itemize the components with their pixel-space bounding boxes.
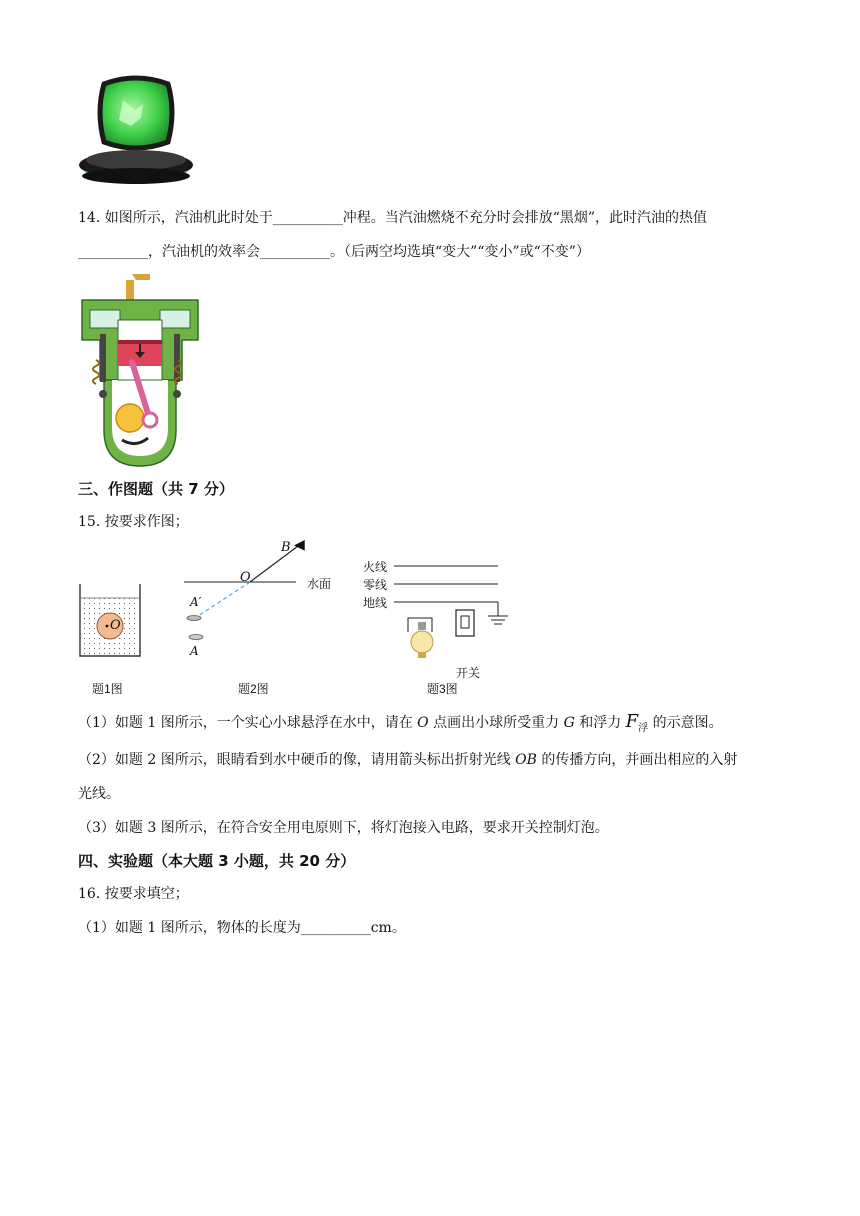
q16-part-1 xyxy=(78,918,406,938)
q15-part-2-cont: 光线。 xyxy=(78,786,120,802)
answer-blank[interactable]: __________ xyxy=(300,920,371,936)
q14-text: 如图所示，汽油机此时处于 xyxy=(104,210,273,226)
answer-blank[interactable]: __________ xyxy=(260,244,330,260)
q14-line2 xyxy=(78,242,590,262)
q16-intro xyxy=(78,884,189,904)
text: （2）如题 2 图所示，眼睛看到水中硬币的像，请用箭头标出折射光线 xyxy=(78,752,516,768)
text: 浮 xyxy=(638,722,649,734)
q14-line1 xyxy=(78,208,707,228)
figure-2-label-B: B xyxy=(281,540,291,555)
text: cm。 xyxy=(370,920,406,936)
q15-intro-text: 按要求作图； xyxy=(104,514,189,530)
answer-blank[interactable]: __________ xyxy=(272,210,343,226)
figure-3-caption: 题3图 xyxy=(427,682,458,696)
text: OB xyxy=(515,752,537,768)
neutral-wire-label: 零线 xyxy=(363,578,388,592)
text: （1）如题 1 图所示，物体的长度为 xyxy=(78,920,301,936)
q15-part-2 xyxy=(78,750,737,770)
q16-intro-text: 按要求填空； xyxy=(104,886,189,902)
question-number: 16. xyxy=(78,886,101,902)
eye-icon: ◀ xyxy=(294,537,305,553)
text: 点画出小球所受重力 xyxy=(428,715,564,731)
figure-2-label-A-prime: A′ xyxy=(190,595,202,609)
figure-1-caption: 题1图 xyxy=(92,682,123,696)
text: （1）如题 1 图所示，一个实心小球悬浮在水中，请在 xyxy=(78,715,418,731)
figure-2-caption: 题2图 xyxy=(238,682,269,696)
text: 和浮力 xyxy=(574,715,626,731)
switch-label: 开关 xyxy=(456,666,481,680)
text: G xyxy=(563,715,575,731)
ground-wire-label: 地线 xyxy=(363,596,388,610)
text: 的示意图。 xyxy=(648,715,723,731)
q14-text: 冲程。当汽油燃烧不充分时会排放“黑烟”，此时汽油的热值 xyxy=(342,210,708,226)
answer-blank[interactable]: __________ xyxy=(78,244,148,260)
section-title: 三、作图题（共 7 分） xyxy=(78,480,234,498)
q14-text: 。（后两空均选填“变大”“变小”或“不变”） xyxy=(330,244,590,260)
text: F xyxy=(625,711,639,732)
section-title: 四、实验题（本大题 3 小题，共 20 分） xyxy=(78,852,356,870)
figure-2-label-A: A xyxy=(190,644,199,658)
q15-part-3: （3）如题 3 图所示，在符合安全用电原则下，将灯泡接入电路，要求开关控制灯泡。 xyxy=(78,820,609,836)
gasoline-engine-figure xyxy=(78,270,202,470)
question-number: 15. xyxy=(78,514,101,530)
live-wire-label: 火线 xyxy=(363,560,388,574)
q14-text: ，汽油机的效率会 xyxy=(148,244,260,260)
text: 的传播方向，并画出相应的入射 xyxy=(536,752,738,768)
levitating-lamp-image xyxy=(78,72,196,192)
q15-part-1 xyxy=(78,712,723,739)
figure-1-label-O: O xyxy=(110,618,121,633)
question-number: 14. xyxy=(78,210,101,226)
q15-intro xyxy=(78,512,189,532)
figure-2-label-O: O xyxy=(240,570,251,585)
figure-2-label-water: 水面 xyxy=(307,577,332,591)
text: O xyxy=(417,715,429,731)
